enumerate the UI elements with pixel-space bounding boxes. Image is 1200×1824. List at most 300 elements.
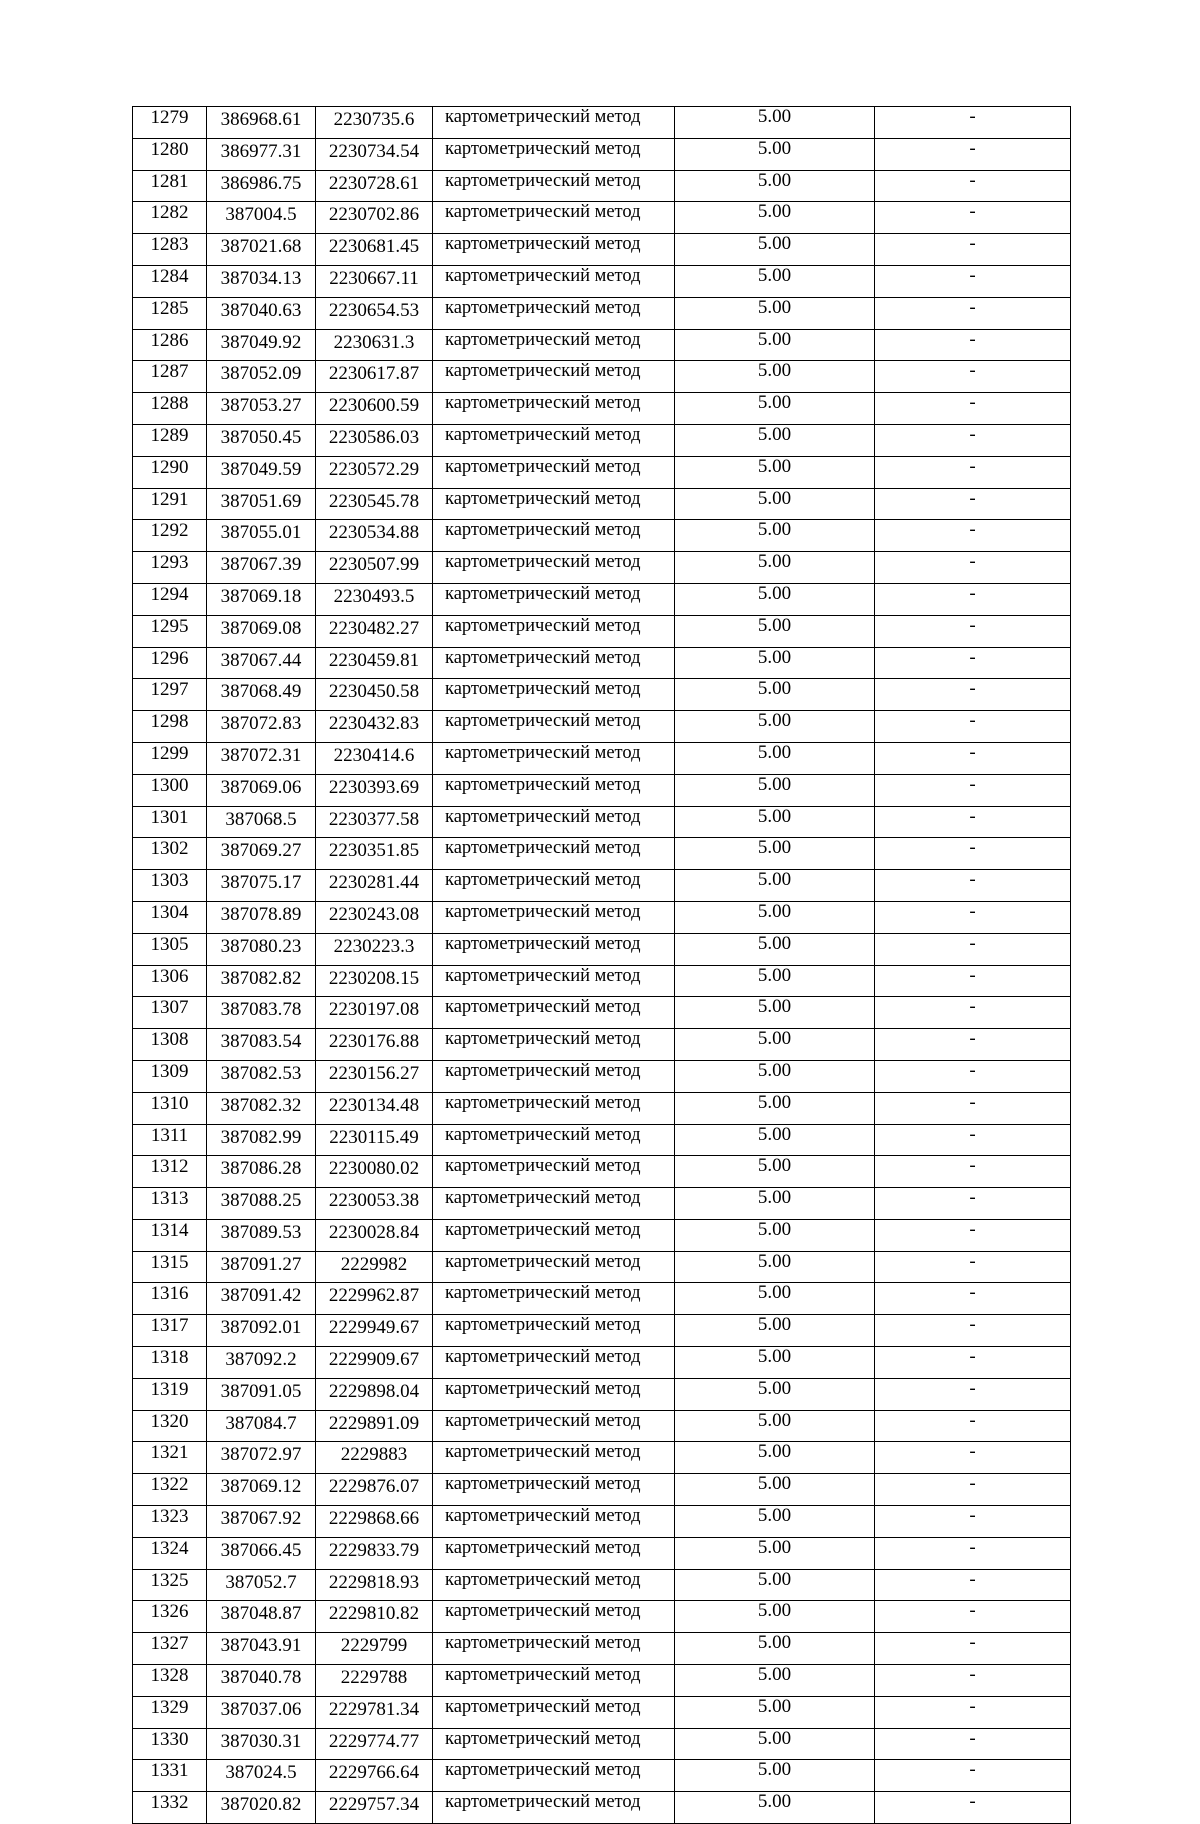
x-coordinate-cell: 387050.45 — [207, 424, 316, 456]
accuracy-cell: 5.00 — [675, 583, 875, 615]
description-cell: - — [875, 170, 1071, 202]
y-coordinate-cell: 2230702.86 — [316, 202, 433, 234]
y-coordinate-cell: 2229788 — [316, 1665, 433, 1697]
x-coordinate-cell: 387040.63 — [207, 297, 316, 329]
y-coordinate-cell: 2229891.09 — [316, 1410, 433, 1442]
table-row — [133, 329, 1071, 361]
y-coordinate-cell: 2230681.45 — [316, 234, 433, 266]
accuracy-cell: 5.00 — [675, 1029, 875, 1061]
y-coordinate-cell: 2230507.99 — [316, 552, 433, 584]
description-cell: - — [875, 1760, 1071, 1792]
table-row — [133, 1156, 1071, 1188]
point-number-cell: 1324 — [133, 1537, 207, 1569]
method-cell: картометрический метод — [433, 138, 675, 170]
x-coordinate-cell: 387092.01 — [207, 1315, 316, 1347]
point-number-cell: 1287 — [133, 361, 207, 393]
y-coordinate-cell: 2229781.34 — [316, 1696, 433, 1728]
method-cell: картометрический метод — [433, 1633, 675, 1665]
x-coordinate-cell: 387082.53 — [207, 1060, 316, 1092]
description-cell: - — [875, 297, 1071, 329]
accuracy-cell: 5.00 — [675, 424, 875, 456]
point-number-cell: 1280 — [133, 138, 207, 170]
point-number-cell: 1281 — [133, 170, 207, 202]
accuracy-cell: 5.00 — [675, 647, 875, 679]
description-cell: - — [875, 393, 1071, 425]
y-coordinate-cell: 2229982 — [316, 1251, 433, 1283]
accuracy-cell: 5.00 — [675, 1633, 875, 1665]
table-row — [133, 711, 1071, 743]
accuracy-cell: 5.00 — [675, 997, 875, 1029]
y-coordinate-cell: 2229766.64 — [316, 1760, 433, 1792]
accuracy-cell: 5.00 — [675, 329, 875, 361]
y-coordinate-cell: 2230572.29 — [316, 456, 433, 488]
table-row — [133, 1474, 1071, 1506]
table-row — [133, 1760, 1071, 1792]
point-number-cell: 1323 — [133, 1506, 207, 1538]
point-number-cell: 1290 — [133, 456, 207, 488]
table-row — [133, 1060, 1071, 1092]
table-row — [133, 997, 1071, 1029]
accuracy-cell: 5.00 — [675, 679, 875, 711]
table-row — [133, 1633, 1071, 1665]
x-coordinate-cell: 387055.01 — [207, 520, 316, 552]
method-cell: картометрический метод — [433, 583, 675, 615]
y-coordinate-cell: 2230545.78 — [316, 488, 433, 520]
accuracy-cell: 5.00 — [675, 1092, 875, 1124]
point-number-cell: 1294 — [133, 583, 207, 615]
accuracy-cell: 5.00 — [675, 1760, 875, 1792]
x-coordinate-cell: 387092.2 — [207, 1347, 316, 1379]
method-cell: картометрический метод — [433, 806, 675, 838]
point-number-cell: 1308 — [133, 1029, 207, 1061]
x-coordinate-cell: 387082.82 — [207, 965, 316, 997]
x-coordinate-cell: 387080.23 — [207, 933, 316, 965]
description-cell: - — [875, 647, 1071, 679]
method-cell: картометрический метод — [433, 1665, 675, 1697]
table-row — [133, 1792, 1071, 1824]
method-cell: картометрический метод — [433, 647, 675, 679]
point-number-cell: 1332 — [133, 1792, 207, 1824]
y-coordinate-cell: 2230176.88 — [316, 1029, 433, 1061]
accuracy-cell: 5.00 — [675, 520, 875, 552]
y-coordinate-cell: 2229876.07 — [316, 1474, 433, 1506]
accuracy-cell: 5.00 — [675, 1378, 875, 1410]
x-coordinate-cell: 387004.5 — [207, 202, 316, 234]
y-coordinate-cell: 2230432.83 — [316, 711, 433, 743]
y-coordinate-cell: 2230080.02 — [316, 1156, 433, 1188]
method-cell: картометрический метод — [433, 520, 675, 552]
y-coordinate-cell: 2230156.27 — [316, 1060, 433, 1092]
accuracy-cell: 5.00 — [675, 1156, 875, 1188]
x-coordinate-cell: 387066.45 — [207, 1537, 316, 1569]
table-row — [133, 1188, 1071, 1220]
method-cell: картометрический метод — [433, 329, 675, 361]
x-coordinate-cell: 387021.68 — [207, 234, 316, 266]
description-cell: - — [875, 138, 1071, 170]
point-number-cell: 1284 — [133, 265, 207, 297]
accuracy-cell: 5.00 — [675, 1219, 875, 1251]
description-cell: - — [875, 1283, 1071, 1315]
point-number-cell: 1311 — [133, 1124, 207, 1156]
description-cell: - — [875, 329, 1071, 361]
method-cell: картометрический метод — [433, 901, 675, 933]
x-coordinate-cell: 387052.7 — [207, 1569, 316, 1601]
method-cell: картометрический метод — [433, 1347, 675, 1379]
table-row — [133, 1442, 1071, 1474]
y-coordinate-cell: 2230351.85 — [316, 838, 433, 870]
y-coordinate-cell: 2230728.61 — [316, 170, 433, 202]
point-number-cell: 1307 — [133, 997, 207, 1029]
table-row — [133, 742, 1071, 774]
y-coordinate-cell: 2229818.93 — [316, 1569, 433, 1601]
description-cell: - — [875, 774, 1071, 806]
coordinates-table — [132, 106, 1071, 1824]
description-cell: - — [875, 1474, 1071, 1506]
table-row — [133, 552, 1071, 584]
description-cell: - — [875, 583, 1071, 615]
x-coordinate-cell: 387072.97 — [207, 1442, 316, 1474]
y-coordinate-cell: 2230115.49 — [316, 1124, 433, 1156]
method-cell: картометрический метод — [433, 393, 675, 425]
point-number-cell: 1315 — [133, 1251, 207, 1283]
table-row — [133, 965, 1071, 997]
accuracy-cell: 5.00 — [675, 1251, 875, 1283]
x-coordinate-cell: 386968.61 — [207, 107, 316, 139]
y-coordinate-cell: 2230243.08 — [316, 901, 433, 933]
method-cell: картометрический метод — [433, 1029, 675, 1061]
table-row — [133, 424, 1071, 456]
x-coordinate-cell: 387075.17 — [207, 870, 316, 902]
accuracy-cell: 5.00 — [675, 107, 875, 139]
y-coordinate-cell: 2229757.34 — [316, 1792, 433, 1824]
accuracy-cell: 5.00 — [675, 1188, 875, 1220]
point-number-cell: 1321 — [133, 1442, 207, 1474]
x-coordinate-cell: 387048.87 — [207, 1601, 316, 1633]
table-row — [133, 901, 1071, 933]
method-cell: картометрический метод — [433, 1124, 675, 1156]
point-number-cell: 1316 — [133, 1283, 207, 1315]
accuracy-cell: 5.00 — [675, 615, 875, 647]
y-coordinate-cell: 2230414.6 — [316, 742, 433, 774]
x-coordinate-cell: 387049.92 — [207, 329, 316, 361]
description-cell: - — [875, 1092, 1071, 1124]
accuracy-cell: 5.00 — [675, 361, 875, 393]
accuracy-cell: 5.00 — [675, 806, 875, 838]
description-cell: - — [875, 1124, 1071, 1156]
table-row — [133, 1124, 1071, 1156]
method-cell: картометрический метод — [433, 1219, 675, 1251]
point-number-cell: 1329 — [133, 1696, 207, 1728]
point-number-cell: 1318 — [133, 1347, 207, 1379]
point-number-cell: 1304 — [133, 901, 207, 933]
method-cell: картометрический метод — [433, 997, 675, 1029]
y-coordinate-cell: 2230735.6 — [316, 107, 433, 139]
method-cell: картометрический метод — [433, 615, 675, 647]
table-row — [133, 647, 1071, 679]
accuracy-cell: 5.00 — [675, 774, 875, 806]
accuracy-cell: 5.00 — [675, 1474, 875, 1506]
y-coordinate-cell: 2230450.58 — [316, 679, 433, 711]
x-coordinate-cell: 387078.89 — [207, 901, 316, 933]
description-cell: - — [875, 488, 1071, 520]
description-cell: - — [875, 1029, 1071, 1061]
x-coordinate-cell: 386986.75 — [207, 170, 316, 202]
table-row — [133, 615, 1071, 647]
description-cell: - — [875, 1251, 1071, 1283]
table-row — [133, 1092, 1071, 1124]
x-coordinate-cell: 387086.28 — [207, 1156, 316, 1188]
table-row — [133, 1728, 1071, 1760]
method-cell: картометрический метод — [433, 742, 675, 774]
method-cell: картометрический метод — [433, 234, 675, 266]
description-cell: - — [875, 202, 1071, 234]
description-cell: - — [875, 1219, 1071, 1251]
table-row — [133, 107, 1071, 139]
method-cell: картометрический метод — [433, 1537, 675, 1569]
y-coordinate-cell: 2229774.77 — [316, 1728, 433, 1760]
method-cell: картометрический метод — [433, 774, 675, 806]
method-cell: картометрический метод — [433, 1188, 675, 1220]
accuracy-cell: 5.00 — [675, 1696, 875, 1728]
accuracy-cell: 5.00 — [675, 965, 875, 997]
y-coordinate-cell: 2230223.3 — [316, 933, 433, 965]
point-number-cell: 1305 — [133, 933, 207, 965]
description-cell: - — [875, 1060, 1071, 1092]
y-coordinate-cell: 2230600.59 — [316, 393, 433, 425]
method-cell: картометрический метод — [433, 1506, 675, 1538]
point-number-cell: 1319 — [133, 1378, 207, 1410]
description-cell: - — [875, 1728, 1071, 1760]
point-number-cell: 1291 — [133, 488, 207, 520]
accuracy-cell: 5.00 — [675, 1537, 875, 1569]
x-coordinate-cell: 387037.06 — [207, 1696, 316, 1728]
description-cell: - — [875, 456, 1071, 488]
method-cell: картометрический метод — [433, 552, 675, 584]
x-coordinate-cell: 387082.32 — [207, 1092, 316, 1124]
y-coordinate-cell: 2229949.67 — [316, 1315, 433, 1347]
point-number-cell: 1288 — [133, 393, 207, 425]
x-coordinate-cell: 387068.49 — [207, 679, 316, 711]
x-coordinate-cell: 387034.13 — [207, 265, 316, 297]
description-cell: - — [875, 234, 1071, 266]
table-row — [133, 1315, 1071, 1347]
point-number-cell: 1306 — [133, 965, 207, 997]
x-coordinate-cell: 387020.82 — [207, 1792, 316, 1824]
table-row — [133, 806, 1071, 838]
x-coordinate-cell: 387083.54 — [207, 1029, 316, 1061]
y-coordinate-cell: 2230493.5 — [316, 583, 433, 615]
y-coordinate-cell: 2230667.11 — [316, 265, 433, 297]
y-coordinate-cell: 2230134.48 — [316, 1092, 433, 1124]
table-row — [133, 361, 1071, 393]
point-number-cell: 1299 — [133, 742, 207, 774]
y-coordinate-cell: 2229833.79 — [316, 1537, 433, 1569]
method-cell: картометрический метод — [433, 1092, 675, 1124]
point-number-cell: 1298 — [133, 711, 207, 743]
table-row — [133, 1696, 1071, 1728]
accuracy-cell: 5.00 — [675, 456, 875, 488]
point-number-cell: 1317 — [133, 1315, 207, 1347]
accuracy-cell: 5.00 — [675, 297, 875, 329]
x-coordinate-cell: 387067.44 — [207, 647, 316, 679]
x-coordinate-cell: 387043.91 — [207, 1633, 316, 1665]
method-cell: картометрический метод — [433, 1601, 675, 1633]
point-number-cell: 1293 — [133, 552, 207, 584]
accuracy-cell: 5.00 — [675, 901, 875, 933]
description-cell: - — [875, 1156, 1071, 1188]
x-coordinate-cell: 387051.69 — [207, 488, 316, 520]
method-cell: картометрический метод — [433, 488, 675, 520]
accuracy-cell: 5.00 — [675, 870, 875, 902]
method-cell: картометрический метод — [433, 361, 675, 393]
description-cell: - — [875, 615, 1071, 647]
table-row — [133, 138, 1071, 170]
table-row — [133, 1410, 1071, 1442]
y-coordinate-cell: 2230281.44 — [316, 870, 433, 902]
accuracy-cell: 5.00 — [675, 234, 875, 266]
x-coordinate-cell: 387089.53 — [207, 1219, 316, 1251]
y-coordinate-cell: 2230654.53 — [316, 297, 433, 329]
table-row — [133, 583, 1071, 615]
description-cell: - — [875, 901, 1071, 933]
point-number-cell: 1297 — [133, 679, 207, 711]
point-number-cell: 1301 — [133, 806, 207, 838]
x-coordinate-cell: 387053.27 — [207, 393, 316, 425]
method-cell: картометрический метод — [433, 1728, 675, 1760]
x-coordinate-cell: 387072.31 — [207, 742, 316, 774]
description-cell: - — [875, 265, 1071, 297]
table-row — [133, 870, 1071, 902]
accuracy-cell: 5.00 — [675, 393, 875, 425]
description-cell: - — [875, 997, 1071, 1029]
table-row — [133, 297, 1071, 329]
point-number-cell: 1302 — [133, 838, 207, 870]
point-number-cell: 1283 — [133, 234, 207, 266]
point-number-cell: 1313 — [133, 1188, 207, 1220]
y-coordinate-cell: 2230617.87 — [316, 361, 433, 393]
method-cell: картометрический метод — [433, 1792, 675, 1824]
table-row — [133, 393, 1071, 425]
accuracy-cell: 5.00 — [675, 1792, 875, 1824]
description-cell: - — [875, 552, 1071, 584]
description-cell: - — [875, 933, 1071, 965]
point-number-cell: 1314 — [133, 1219, 207, 1251]
accuracy-cell: 5.00 — [675, 838, 875, 870]
coordinates-table-body — [133, 107, 1071, 1824]
method-cell: картометрический метод — [433, 679, 675, 711]
point-number-cell: 1303 — [133, 870, 207, 902]
method-cell: картометрический метод — [433, 870, 675, 902]
point-number-cell: 1331 — [133, 1760, 207, 1792]
table-row — [133, 170, 1071, 202]
table-row — [133, 1029, 1071, 1061]
method-cell: картометрический метод — [433, 1378, 675, 1410]
method-cell: картометрический метод — [433, 202, 675, 234]
y-coordinate-cell: 2229868.66 — [316, 1506, 433, 1538]
method-cell: картометрический метод — [433, 1156, 675, 1188]
x-coordinate-cell: 387069.27 — [207, 838, 316, 870]
x-coordinate-cell: 387067.92 — [207, 1506, 316, 1538]
table-row — [133, 1601, 1071, 1633]
description-cell: - — [875, 806, 1071, 838]
y-coordinate-cell: 2230053.38 — [316, 1188, 433, 1220]
point-number-cell: 1309 — [133, 1060, 207, 1092]
description-cell: - — [875, 1696, 1071, 1728]
x-coordinate-cell: 387084.7 — [207, 1410, 316, 1442]
method-cell: картометрический метод — [433, 838, 675, 870]
description-cell: - — [875, 361, 1071, 393]
description-cell: - — [875, 1410, 1071, 1442]
table-row — [133, 265, 1071, 297]
y-coordinate-cell: 2230534.88 — [316, 520, 433, 552]
accuracy-cell: 5.00 — [675, 1569, 875, 1601]
x-coordinate-cell: 387030.31 — [207, 1728, 316, 1760]
description-cell: - — [875, 520, 1071, 552]
x-coordinate-cell: 387069.06 — [207, 774, 316, 806]
accuracy-cell: 5.00 — [675, 202, 875, 234]
description-cell: - — [875, 838, 1071, 870]
method-cell: картометрический метод — [433, 1474, 675, 1506]
point-number-cell: 1300 — [133, 774, 207, 806]
point-number-cell: 1292 — [133, 520, 207, 552]
description-cell: - — [875, 107, 1071, 139]
description-cell: - — [875, 1633, 1071, 1665]
y-coordinate-cell: 2230734.54 — [316, 138, 433, 170]
accuracy-cell: 5.00 — [675, 711, 875, 743]
accuracy-cell: 5.00 — [675, 1601, 875, 1633]
method-cell: картометрический метод — [433, 965, 675, 997]
x-coordinate-cell: 387091.42 — [207, 1283, 316, 1315]
point-number-cell: 1279 — [133, 107, 207, 139]
description-cell: - — [875, 1315, 1071, 1347]
x-coordinate-cell: 387024.5 — [207, 1760, 316, 1792]
x-coordinate-cell: 387052.09 — [207, 361, 316, 393]
y-coordinate-cell: 2229883 — [316, 1442, 433, 1474]
method-cell: картометрический метод — [433, 297, 675, 329]
table-row — [133, 1665, 1071, 1697]
y-coordinate-cell: 2230028.84 — [316, 1219, 433, 1251]
y-coordinate-cell: 2230459.81 — [316, 647, 433, 679]
x-coordinate-cell: 387068.5 — [207, 806, 316, 838]
method-cell: картометрический метод — [433, 1569, 675, 1601]
x-coordinate-cell: 386977.31 — [207, 138, 316, 170]
x-coordinate-cell: 387049.59 — [207, 456, 316, 488]
point-number-cell: 1282 — [133, 202, 207, 234]
y-coordinate-cell: 2229909.67 — [316, 1347, 433, 1379]
point-number-cell: 1295 — [133, 615, 207, 647]
point-number-cell: 1310 — [133, 1092, 207, 1124]
point-number-cell: 1330 — [133, 1728, 207, 1760]
accuracy-cell: 5.00 — [675, 1283, 875, 1315]
method-cell: картометрический метод — [433, 1760, 675, 1792]
description-cell: - — [875, 711, 1071, 743]
point-number-cell: 1320 — [133, 1410, 207, 1442]
table-row — [133, 1347, 1071, 1379]
method-cell: картометрический метод — [433, 265, 675, 297]
x-coordinate-cell: 387040.78 — [207, 1665, 316, 1697]
accuracy-cell: 5.00 — [675, 1410, 875, 1442]
x-coordinate-cell: 387088.25 — [207, 1188, 316, 1220]
x-coordinate-cell: 387069.18 — [207, 583, 316, 615]
point-number-cell: 1325 — [133, 1569, 207, 1601]
y-coordinate-cell: 2230586.03 — [316, 424, 433, 456]
description-cell: - — [875, 1601, 1071, 1633]
description-cell: - — [875, 1792, 1071, 1824]
point-number-cell: 1286 — [133, 329, 207, 361]
table-row — [133, 1506, 1071, 1538]
method-cell: картометрический метод — [433, 1060, 675, 1092]
description-cell: - — [875, 1537, 1071, 1569]
